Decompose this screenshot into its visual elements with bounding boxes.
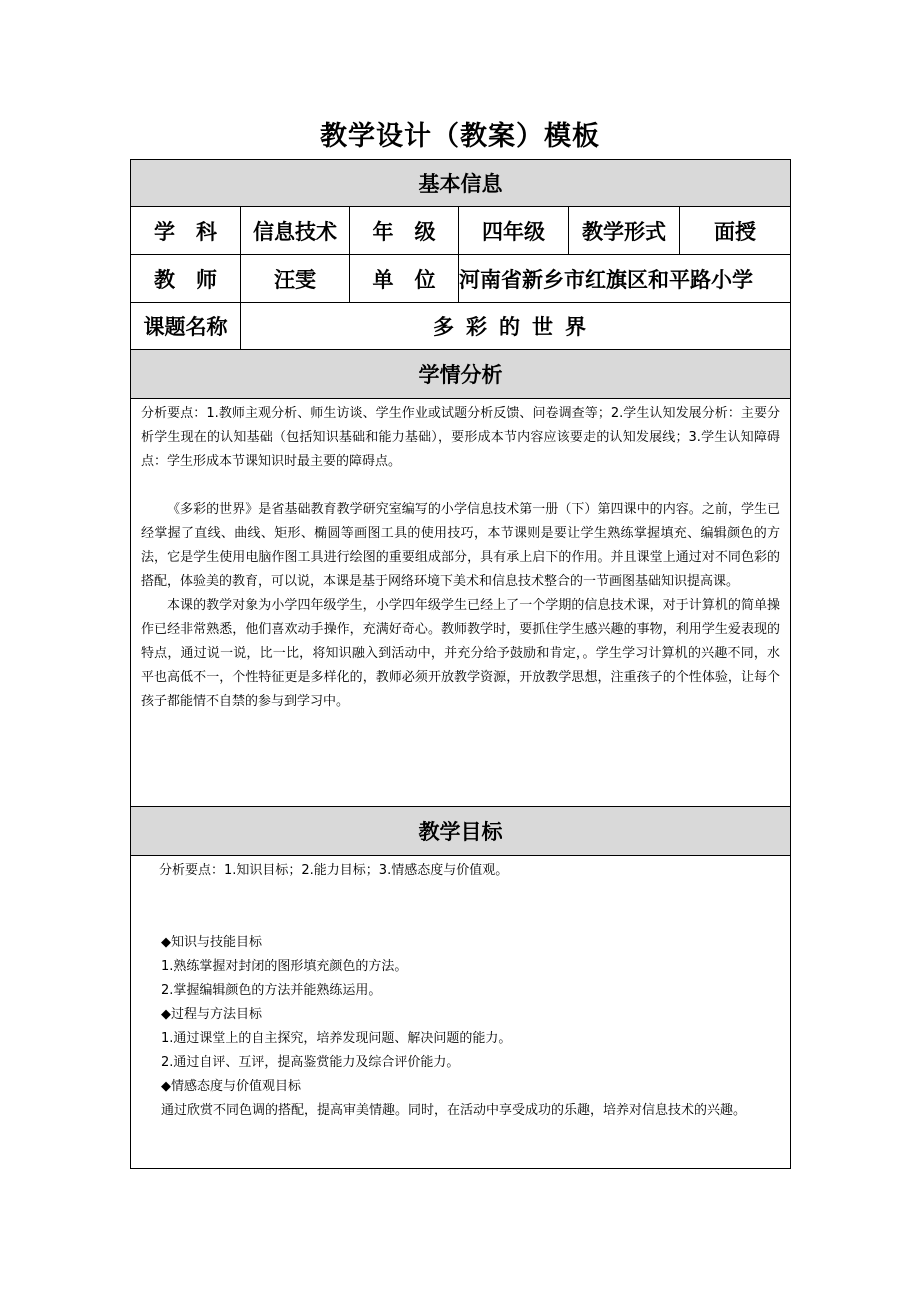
analysis-hint: 分析要点：1.教师主观分析、师生访谈、学生作业或试题分析反馈、问卷调查等；2.学生认知发展分析：主要分析学生现在的认知基础（包括知识基础和能力基础），要形成本节内容应该要走的认知发展线；3.学生认知障碍点：学生形成本节课知识时最主要的障碍点。 [141, 406, 781, 469]
process-heading: ◆过程与方法目标 [161, 1007, 262, 1022]
subject-value: 信息技术 [241, 207, 350, 255]
knowledge-heading: ◆知识与技能目标 [161, 935, 262, 950]
basic-info-heading: 基本信息 [131, 160, 791, 207]
format-label: 教学形式 [569, 207, 680, 255]
topic-value: 多彩的世界 [241, 303, 791, 350]
subject-label: 学 科 [131, 207, 241, 255]
grade-label: 年 级 [350, 207, 459, 255]
unit-value: 河南省新乡市红旗区和平路小学 [459, 255, 791, 303]
lesson-plan-table [130, 159, 791, 1169]
analysis-paragraph-1: 《多彩的世界》是省基础教育教学研究室编写的小学信息技术第一册（下）第四课中的内容。之前，学生已经掌握了直线、曲线、矩形、椭圆等画图工具的使用技巧，本节课则是要让学生熟练掌握填充、编辑颜色的方法，它是学生使用电脑作图工具进行绘图的重要组成部分，具有承上启下的作用。并且课堂上通过对不同色彩的搭配，体验美的教育，可以说，本课是基于网络环境下美术和信息技术整合的一节画图基础知识提高课。 [141, 502, 781, 589]
unit-label: 单 位 [350, 255, 459, 303]
document-title: 教学设计（教案）模板 [320, 121, 600, 152]
analysis-body [131, 399, 791, 807]
topic-label: 课题名称 [131, 303, 241, 350]
knowledge-item-1: 1.熟练掌握对封闭的图形填充颜色的方法。 [161, 959, 408, 974]
grade-value: 四年级 [459, 207, 569, 255]
emotion-heading: ◆情感态度与价值观目标 [161, 1079, 301, 1094]
objectives-body [131, 856, 791, 1169]
knowledge-item-2: 2.掌握编辑颜色的方法并能熟练运用。 [161, 983, 382, 998]
process-item-1: 1.通过课堂上的自主探究，培养发现问题、解决问题的能力。 [161, 1031, 512, 1046]
format-value: 面授 [680, 207, 791, 255]
process-item-2: 2.通过自评、互评，提高鉴赏能力及综合评价能力。 [161, 1055, 460, 1070]
objectives-heading: 教学目标 [131, 807, 791, 856]
analysis-paragraph-2: 本课的教学对象为小学四年级学生，小学四年级学生已经上了一个学期的信息技术课，对于计算机的简单操作已经非常熟悉，他们喜欢动手操作，充满好奇心。教师教学时，要抓住学生感兴趣的事物，利用学生爱表现的特点，通过说一说，比一比，将知识融入到活动中，并充分给予鼓励和肯定，。学生学习计算机的兴趣不同，水平也高低不一，个性特征更是多样化的，教师必须开放教学资源，开放教学思想，注重孩子的个性体验，让每个孩子都能情不自禁的参与到学习中。 [141, 598, 781, 709]
emotion-item-1: 通过欣赏不同色调的搭配，提高审美情趣。同时，在活动中享受成功的乐趣，培养对信息技术的兴趣。 [161, 1103, 747, 1118]
teacher-label: 教 师 [131, 255, 241, 303]
analysis-heading: 学情分析 [131, 350, 791, 399]
teacher-value: 汪雯 [241, 255, 350, 303]
objectives-hint: 分析要点：1.知识目标；2.能力目标；3.情感态度与价值观。 [159, 863, 509, 878]
